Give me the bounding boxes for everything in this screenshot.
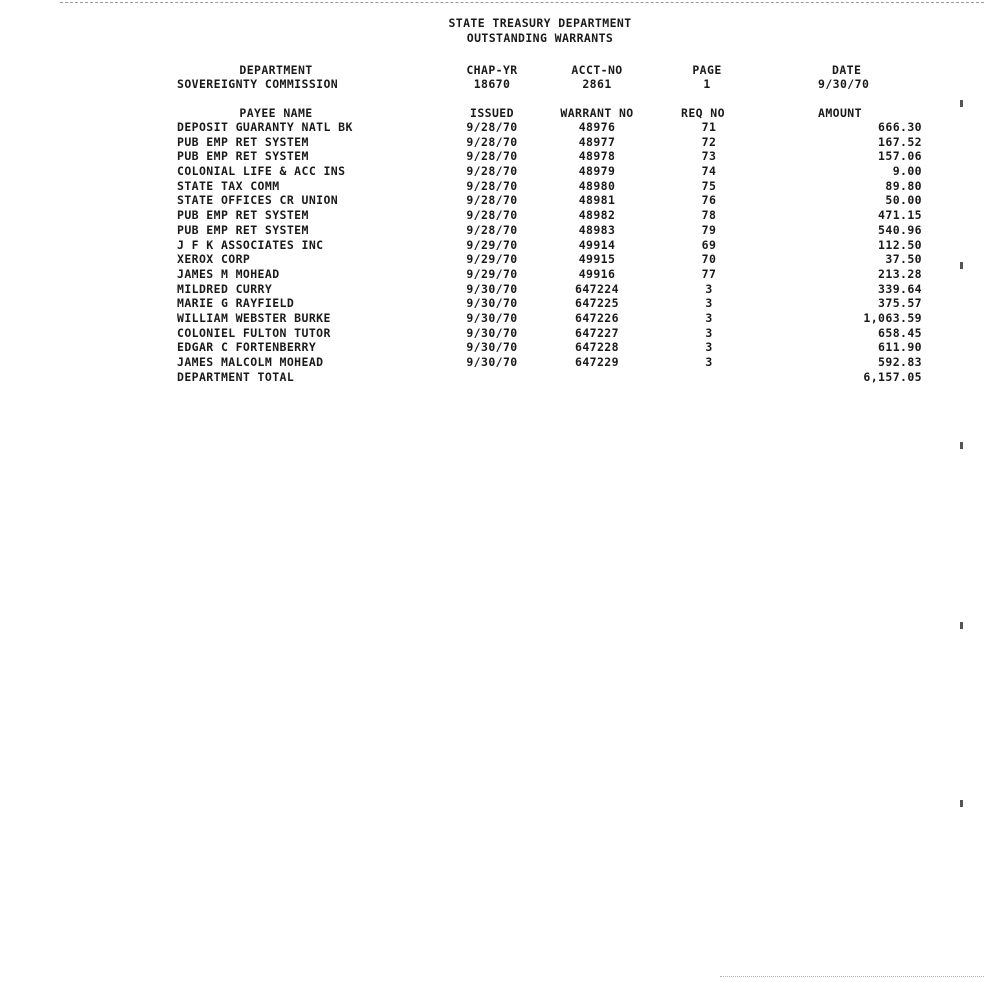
table-row	[0, 282, 984, 297]
issued-date: 9/28/70	[466, 164, 518, 179]
warrant-number: 647225	[575, 296, 619, 311]
payee-name: PUB EMP RET SYSTEM	[177, 149, 309, 164]
warrant-number: 49916	[578, 266, 616, 281]
amount: 9.00	[892, 164, 922, 179]
issued-date: 9/28/70	[466, 149, 518, 164]
table-row	[0, 252, 984, 267]
issued-date: 9/30/70	[466, 325, 518, 340]
table-row	[0, 267, 984, 282]
amount: 666.30	[878, 120, 922, 134]
table-row	[0, 135, 984, 150]
warrant-number: 647226	[575, 310, 619, 325]
payee-name: PUB EMP RET SYSTEM	[177, 208, 309, 223]
bottom-rule	[720, 976, 984, 977]
amount: 213.28	[878, 266, 922, 281]
amount: 339.64	[878, 281, 922, 296]
payee-name: JAMES MALCOLM MOHEAD	[177, 355, 324, 369]
issued-date: 9/28/70	[466, 134, 518, 149]
payee-name: PUB EMP RET SYSTEM	[177, 134, 309, 149]
table-row	[0, 223, 984, 238]
amount: 112.50	[878, 237, 922, 252]
amount: 157.06	[878, 149, 922, 164]
amount: 167.52	[878, 134, 922, 149]
page-label: PAGE	[692, 63, 722, 77]
payee-name: MARIE G RAYFIELD	[177, 296, 295, 311]
req-number: 3	[705, 281, 713, 296]
payee-name: STATE TAX COMM	[177, 178, 280, 193]
issued-date: 9/29/70	[466, 237, 518, 252]
warrant-number: 48980	[578, 178, 616, 193]
amount: 375.57	[878, 296, 922, 311]
payee-name: DEPOSIT GUARANTY NATL BK	[177, 120, 353, 134]
issued-date: 9/28/70	[466, 208, 518, 223]
acct-no-label: ACCT-NO	[571, 63, 623, 77]
margin-mark	[960, 442, 963, 449]
issued-date: 9/30/70	[466, 310, 518, 325]
department-value: SOVEREIGNTY COMMISSION	[177, 77, 339, 91]
req-number: 79	[701, 222, 717, 237]
req-number: 3	[705, 340, 713, 355]
amount: 592.83	[878, 355, 922, 369]
warrant-number: 49914	[578, 237, 616, 252]
issued-date: 9/30/70	[466, 281, 518, 296]
column-header-warrant: WARRANT NO	[560, 106, 634, 120]
req-number: 3	[705, 296, 713, 311]
margin-mark	[960, 100, 963, 107]
total-row	[0, 370, 984, 385]
req-number: 71	[701, 120, 717, 134]
table-row	[0, 193, 984, 208]
payee-name: J F K ASSOCIATES INC	[177, 237, 324, 252]
table-row	[0, 164, 984, 179]
table-row	[0, 326, 984, 341]
req-number: 74	[701, 164, 717, 179]
warrant-number: 49915	[578, 252, 616, 267]
column-header-amount: AMOUNT	[818, 106, 862, 120]
report-title: STATE TREASURY DEPARTMENT	[448, 16, 632, 30]
table-row	[0, 238, 984, 253]
table-row	[0, 120, 984, 135]
payee-name: XEROX CORP	[177, 252, 251, 267]
warrant-number: 647229	[575, 355, 619, 369]
req-number: 3	[705, 355, 713, 369]
top-rule	[60, 2, 984, 3]
payee-name: COLONIEL FULTON TUTOR	[177, 325, 331, 340]
issued-date: 9/30/70	[466, 296, 518, 311]
req-number: 75	[701, 178, 717, 193]
warrant-number: 48981	[578, 193, 616, 208]
req-number: 73	[701, 149, 717, 164]
req-number: 77	[701, 266, 717, 281]
total-label: DEPARTMENT TOTAL	[177, 369, 295, 384]
payee-name: EDGAR C FORTENBERRY	[177, 340, 317, 355]
req-number: 3	[705, 325, 713, 340]
amount: 611.90	[878, 340, 922, 355]
column-header-req: REQ NO	[681, 106, 725, 120]
req-number: 76	[701, 193, 717, 208]
table-row	[0, 208, 984, 223]
table-row	[0, 355, 984, 370]
issued-date: 9/29/70	[466, 266, 518, 281]
chap-yr-value: 18670	[473, 77, 511, 91]
issued-date: 9/30/70	[466, 340, 518, 355]
table-row	[0, 340, 984, 355]
amount: 37.50	[885, 252, 922, 267]
issued-date: 9/28/70	[466, 178, 518, 193]
req-number: 3	[705, 310, 713, 325]
payee-name: JAMES M MOHEAD	[177, 266, 280, 281]
margin-mark	[960, 622, 963, 629]
chap-yr-label: CHAP-YR	[466, 63, 518, 77]
table-row	[0, 149, 984, 164]
payee-name: STATE OFFICES CR UNION	[177, 193, 339, 208]
amount: 89.80	[885, 178, 922, 193]
warrant-number: 48979	[578, 164, 616, 179]
acct-no-value: 2861	[582, 77, 612, 91]
amount: 658.45	[878, 325, 922, 340]
amount: 471.15	[878, 208, 922, 223]
margin-mark	[960, 800, 963, 807]
page-value: 1	[703, 77, 711, 91]
department-label: DEPARTMENT	[239, 63, 313, 77]
column-header-issued: ISSUED	[470, 106, 514, 120]
margin-mark	[960, 262, 963, 269]
warrant-number: 647227	[575, 325, 619, 340]
warrant-number: 48976	[578, 120, 616, 134]
table-row	[0, 179, 984, 194]
payee-name: MILDRED CURRY	[177, 281, 273, 296]
issued-date: 9/28/70	[466, 222, 518, 237]
req-number: 72	[701, 134, 717, 149]
date-value: 9/30/70	[818, 77, 870, 91]
amount: 540.96	[878, 222, 922, 237]
req-number: 70	[701, 252, 717, 267]
warrant-number: 647228	[575, 340, 619, 355]
warrant-number: 48978	[578, 149, 616, 164]
warrant-number: 48983	[578, 222, 616, 237]
report-subtitle: OUTSTANDING WARRANTS	[466, 31, 614, 45]
req-number: 69	[701, 237, 717, 252]
amount: 1,063.59	[863, 310, 922, 325]
warrant-number: 48982	[578, 208, 616, 223]
payee-name: PUB EMP RET SYSTEM	[177, 222, 309, 237]
payee-name: COLONIAL LIFE & ACC INS	[177, 164, 346, 179]
payee-name: WILLIAM WEBSTER BURKE	[177, 310, 331, 325]
amount: 50.00	[885, 193, 922, 208]
warrant-number: 48977	[578, 134, 616, 149]
issued-date: 9/30/70	[466, 355, 518, 369]
column-header-payee: PAYEE NAME	[239, 106, 313, 120]
date-label: DATE	[832, 63, 862, 77]
issued-date: 9/28/70	[466, 193, 518, 208]
table-row	[0, 311, 984, 326]
table-row	[0, 296, 984, 311]
issued-date: 9/28/70	[466, 120, 518, 134]
req-number: 78	[701, 208, 717, 223]
warrant-number: 647224	[575, 281, 619, 296]
issued-date: 9/29/70	[466, 252, 518, 267]
total-amount: 6,157.05	[863, 369, 922, 384]
warrant-table	[0, 120, 984, 384]
